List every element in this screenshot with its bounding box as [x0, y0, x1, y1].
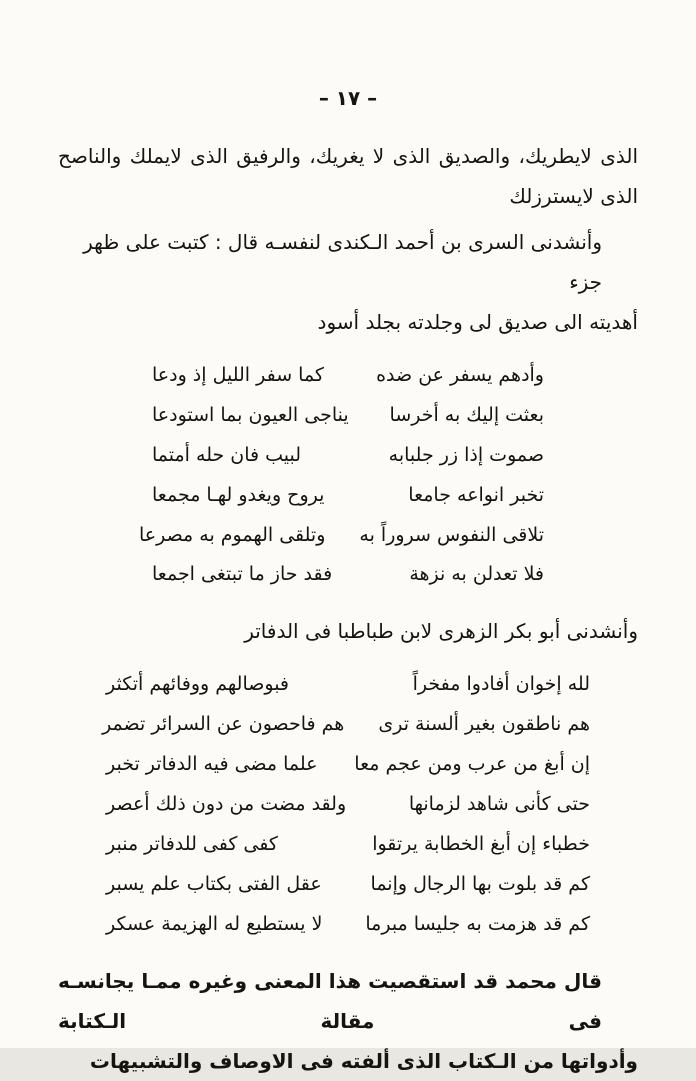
- verse-row: [106, 785, 590, 825]
- verse-row: [102, 705, 590, 745]
- hemistich-second: لبيب فان حله أمتما: [152, 443, 302, 466]
- hemistich-second: فقد حاز ما تبتغى اجمعا: [152, 563, 333, 586]
- paragraph-intro: [58, 136, 638, 216]
- verse-row: [152, 436, 544, 476]
- hemistich-first: كم قد بلوت بها الرجال وإنما: [370, 872, 590, 895]
- hemistich-first: إن أبغ من عرب ومن عجم معا: [354, 753, 590, 776]
- hemistich-first: كم قد هزمت به جليسا مبرما: [365, 912, 590, 935]
- prose-line: أهديته الى صديق لى وجلدته بجلد أسود: [317, 310, 638, 334]
- hemistich-second: كفى كفى للدفاتر منبر: [106, 832, 278, 855]
- hemistich-first: فلا تعدلن به نزهة: [409, 563, 544, 586]
- hemistich-second: كما سفر الليل إذ ودعا: [152, 364, 324, 386]
- paragraph-poem2-intro: [58, 611, 638, 651]
- hemistich-second: علما مضى فيه الدفاتر تخبر: [106, 753, 318, 776]
- hemistich-first: وأدهم يسفر عن ضده: [376, 364, 544, 386]
- poem-block-1: [138, 356, 544, 595]
- verse-row: [106, 745, 590, 785]
- verse-row: [106, 825, 590, 865]
- hemistich-first: بعثت إليك به أخرسا: [389, 403, 544, 426]
- verse-row: [106, 865, 590, 905]
- prose-line: الذى لايطريك، والصديق الذى لا يغريك، والرفيق الذى لايملك والناصح: [58, 144, 638, 168]
- page-number: – ١٧ –: [318, 86, 378, 110]
- verse-row: [106, 905, 590, 945]
- hemistich-first: لله إخوان أفادوا مفخراً: [412, 673, 590, 696]
- hemistich-second: يروح ويغدو لهـا مجمعا: [152, 483, 325, 506]
- hemistich-second: فبوصالهم ووفائهم أتكثر: [106, 673, 290, 696]
- prose-line: وأنشدنى السرى بن أحمد الـكندى لنفسـه قال : كتبت على ظهر جزء: [83, 230, 602, 294]
- prose-line: الذى لايسترزلك: [509, 184, 638, 208]
- verse-row: [138, 516, 544, 556]
- prose-line: قال محمد قد استقصيت هذا المعنى وغيره ممـا يجانسـه فى مقالة الـكتابة: [58, 968, 602, 1033]
- verse-row: [152, 396, 544, 436]
- hemistich-second: عقل الفتى بكتاب علم يسبر: [106, 872, 322, 895]
- hemistich-second: هم فاحصون عن السرائر تضمر: [102, 713, 345, 736]
- paragraph-poem1-intro: [58, 222, 638, 342]
- verse-row: [106, 665, 590, 705]
- prose-line: وأدواتها من الـكتاب الذى ألفته فى الاوصاف والتشبيهات: [89, 1048, 638, 1073]
- hemistich-second: وتلقى الهموم به مصرعا: [138, 523, 326, 546]
- verse-row: [152, 555, 544, 595]
- paragraph-closing: [58, 961, 638, 1081]
- hemistich-first: حتى كأنى شاهد لزمانها: [408, 793, 590, 816]
- hemistich-second: ولقد مضت من دون ذلك أعصر: [106, 793, 347, 816]
- poem-block-2: [102, 665, 590, 944]
- hemistich-first: صموت إذا زر جلبابه: [388, 443, 544, 466]
- hemistich-first: تلاقى النفوس سروراً به: [359, 523, 544, 546]
- hemistich-first: تخبر انواعه جامعا: [408, 483, 544, 506]
- hemistich-first: هم ناطقون بغير ألسنة ترى: [378, 713, 590, 736]
- prose-line: وأنشدنى أبو بكر الزهرى لابن طباطبا فى الدفاتر: [244, 619, 638, 644]
- hemistich-second: لا يستطيع له الهزيمة عسكر: [106, 912, 323, 935]
- hemistich-first: خطباء إن أبغ الخطابة يرتقوا: [372, 832, 590, 855]
- verse-row: [152, 476, 544, 516]
- hemistich-second: يناجى العيون بما استودعا: [152, 403, 349, 426]
- verse-row: [152, 356, 544, 396]
